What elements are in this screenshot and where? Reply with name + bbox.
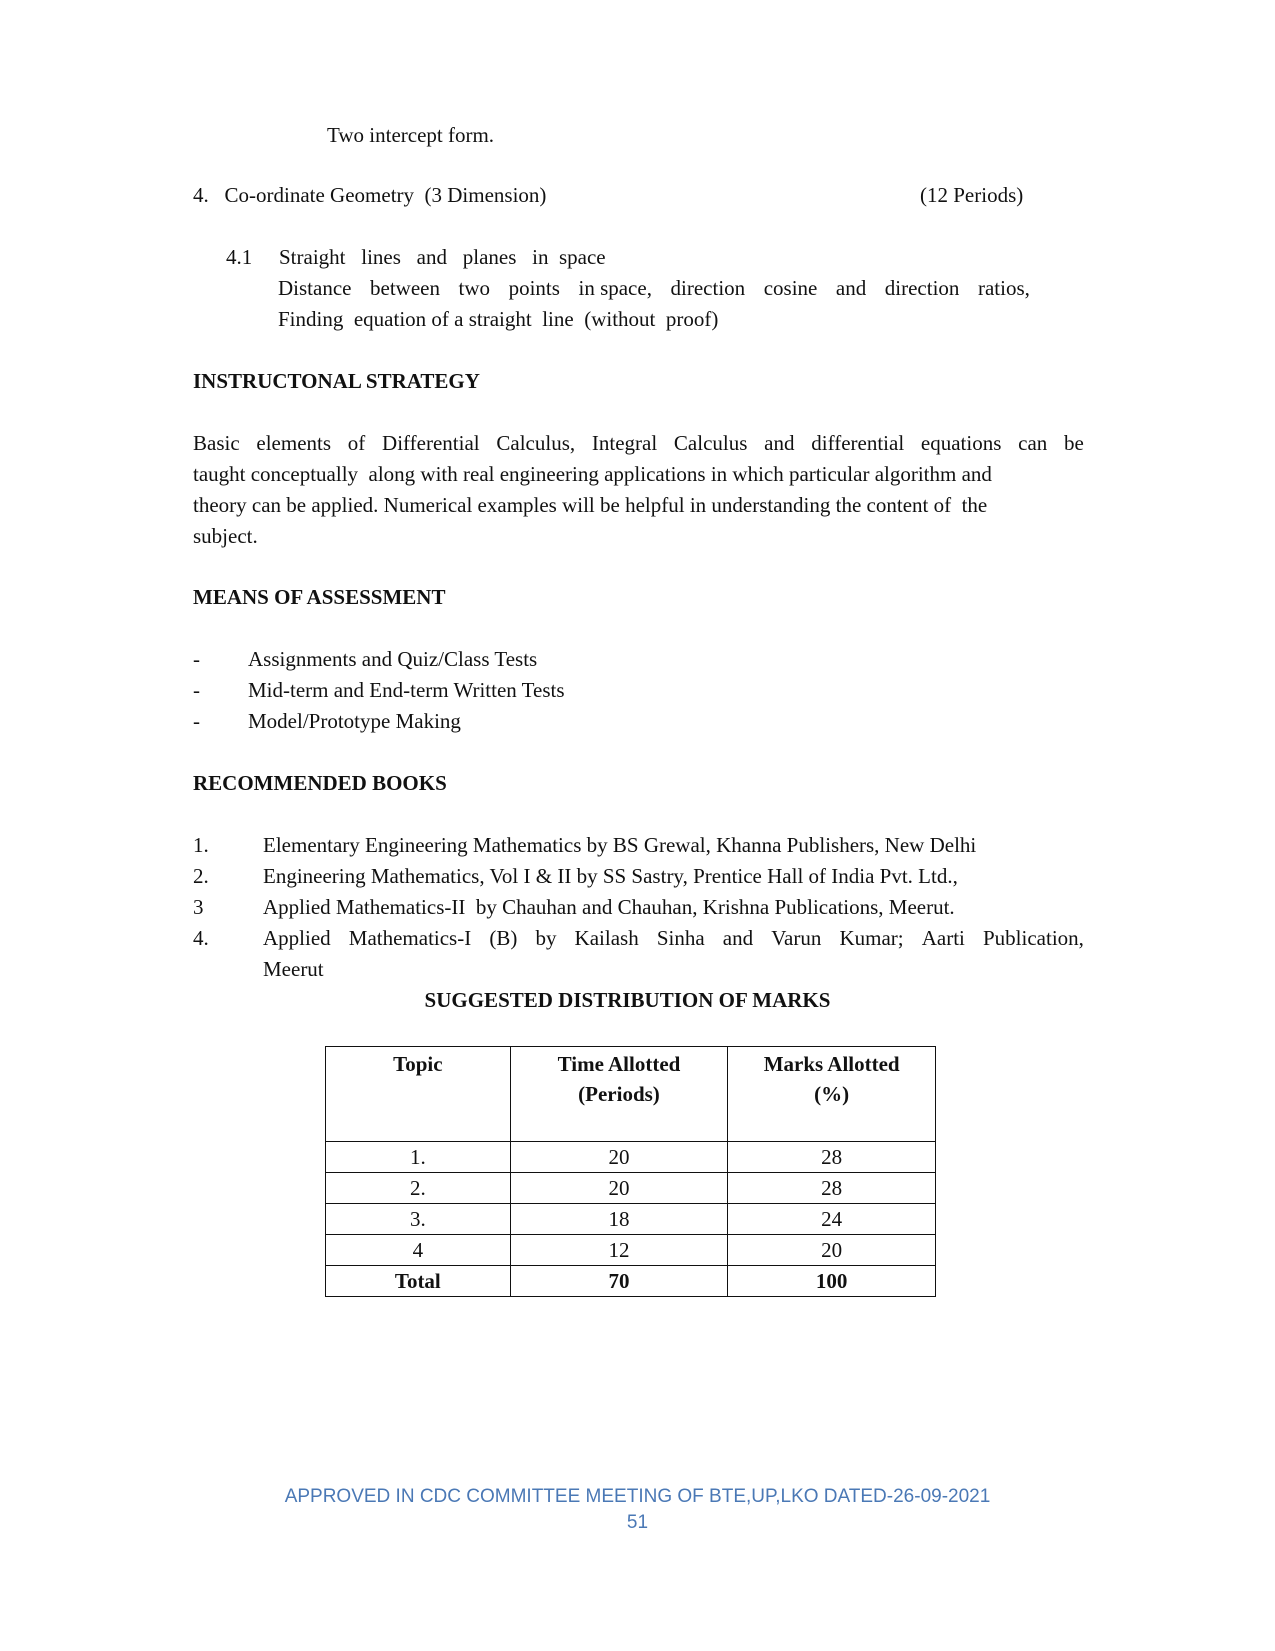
assessment-item: Model/Prototype Making xyxy=(248,709,461,733)
word: Basic xyxy=(193,431,240,455)
word: equations xyxy=(920,431,1002,455)
cell-topic: 1. xyxy=(326,1142,511,1173)
cell-time: 18 xyxy=(510,1204,728,1235)
approval-footer: APPROVED IN CDC COMMITTEE MEETING OF BTE,UP,LKO DATED-26-09-2021 xyxy=(284,1486,991,1507)
word: Mathematics-I xyxy=(348,926,472,950)
word: (B) xyxy=(489,926,518,950)
strategy-line-2: taught conceptually along with real engineering applications in which particular algorithm and xyxy=(193,462,992,486)
word: Differential xyxy=(382,431,480,455)
header-label: Marks Allotted xyxy=(763,1052,900,1076)
books-heading: RECOMMENDED BOOKS xyxy=(193,771,447,795)
table-row xyxy=(326,1235,936,1266)
cell-time: 20 xyxy=(510,1173,728,1204)
word: direction xyxy=(884,276,960,300)
book-entry-continued: Meerut xyxy=(263,957,324,981)
word: Distance xyxy=(278,276,352,300)
assessment-item: Mid-term and End-term Written Tests xyxy=(248,678,565,702)
total-time: 70 xyxy=(510,1266,728,1297)
strategy-line-4: subject. xyxy=(193,524,258,548)
subsection-title: Straight lines and planes in space xyxy=(279,245,606,269)
cell-topic: 4 xyxy=(326,1235,511,1266)
cell-marks: 24 xyxy=(728,1204,936,1235)
word: of xyxy=(347,431,366,455)
table-row xyxy=(326,1173,936,1204)
strategy-heading: INSTRUCTONAL STRATEGY xyxy=(193,369,480,393)
word: Sinha xyxy=(656,926,705,950)
word: Calculus, xyxy=(496,431,576,455)
marks-table xyxy=(325,1046,936,1297)
cell-marks: 20 xyxy=(728,1235,936,1266)
word: Kumar; xyxy=(839,926,904,950)
header-time xyxy=(510,1047,728,1142)
word: between xyxy=(370,276,440,300)
cell-topic: 3. xyxy=(326,1204,511,1235)
word: Kailash xyxy=(574,926,639,950)
assessment-item: Assignments and Quiz/Class Tests xyxy=(248,647,538,671)
word: and xyxy=(835,276,867,300)
word: Applied xyxy=(263,926,331,950)
header-sublabel: (Periods) xyxy=(578,1082,660,1106)
header-sublabel: (%) xyxy=(814,1082,850,1106)
word: two xyxy=(458,276,491,300)
header-label: Topic xyxy=(393,1052,443,1076)
book-number: 3 xyxy=(193,895,204,919)
word: by xyxy=(535,926,557,950)
book-number: 2. xyxy=(193,864,209,888)
total-label: Total xyxy=(326,1266,511,1297)
word: be xyxy=(1064,431,1084,455)
word: cosine xyxy=(763,276,818,300)
continued-line: Two intercept form. xyxy=(327,123,495,147)
book-entry: Elementary Engineering Mathematics by BS Grewal, Khanna Publishers, New Delhi xyxy=(263,833,977,857)
word: and xyxy=(722,926,754,950)
word: Aarti xyxy=(921,926,965,950)
header-label: Time Allotted xyxy=(557,1052,681,1076)
bullet-dash: - xyxy=(193,678,200,702)
word: ratios, xyxy=(977,276,1030,300)
table-row xyxy=(326,1142,936,1173)
cell-marks: 28 xyxy=(728,1173,936,1204)
total-marks: 100 xyxy=(728,1266,936,1297)
assessment-heading: MEANS OF ASSESSMENT xyxy=(193,585,446,609)
book-number: 1. xyxy=(193,833,209,857)
strategy-line-1 xyxy=(193,431,1084,456)
table-title: SUGGESTED DISTRIBUTION OF MARKS xyxy=(424,988,831,1012)
book-entry: Engineering Mathematics, Vol I & II by SS Sastry, Prentice Hall of India Pvt. Ltd., xyxy=(263,864,958,888)
book-entry xyxy=(263,926,1084,951)
subsection-line-2: Finding equation of a straight line (without proof) xyxy=(278,307,719,331)
book-number: 4. xyxy=(193,926,209,950)
table-row xyxy=(326,1204,936,1235)
section-heading: 4. Co-ordinate Geometry (3 Dimension) xyxy=(193,183,547,207)
subsection-line-1 xyxy=(278,276,1030,301)
word: elements xyxy=(256,431,332,455)
subsection-number: 4.1 xyxy=(226,245,253,269)
book-entry: Applied Mathematics-II by Chauhan and Chauhan, Krishna Publications, Meerut. xyxy=(263,895,955,919)
bullet-dash: - xyxy=(193,647,200,671)
cell-marks: 28 xyxy=(728,1142,936,1173)
table-total-row xyxy=(326,1266,936,1297)
cell-time: 20 xyxy=(510,1142,728,1173)
word: Varun xyxy=(771,926,822,950)
header-marks xyxy=(728,1047,936,1142)
word: points xyxy=(508,276,560,300)
word: differential xyxy=(811,431,905,455)
word: Publication, xyxy=(983,926,1084,950)
header-topic xyxy=(326,1047,511,1142)
cell-time: 12 xyxy=(510,1235,728,1266)
section-periods: (12 Periods) xyxy=(920,183,1024,207)
word: Integral xyxy=(591,431,658,455)
word: direction xyxy=(670,276,746,300)
bullet-dash: - xyxy=(193,709,200,733)
page-number: 51 xyxy=(626,1512,649,1533)
word: Calculus xyxy=(673,431,748,455)
strategy-line-3: theory can be applied. Numerical examples will be helpful in understanding the content of the xyxy=(193,493,988,517)
cell-topic: 2. xyxy=(326,1173,511,1204)
table-header-row xyxy=(326,1047,936,1142)
word: and xyxy=(764,431,795,455)
word: in space, xyxy=(578,276,652,300)
word: can xyxy=(1018,431,1048,455)
